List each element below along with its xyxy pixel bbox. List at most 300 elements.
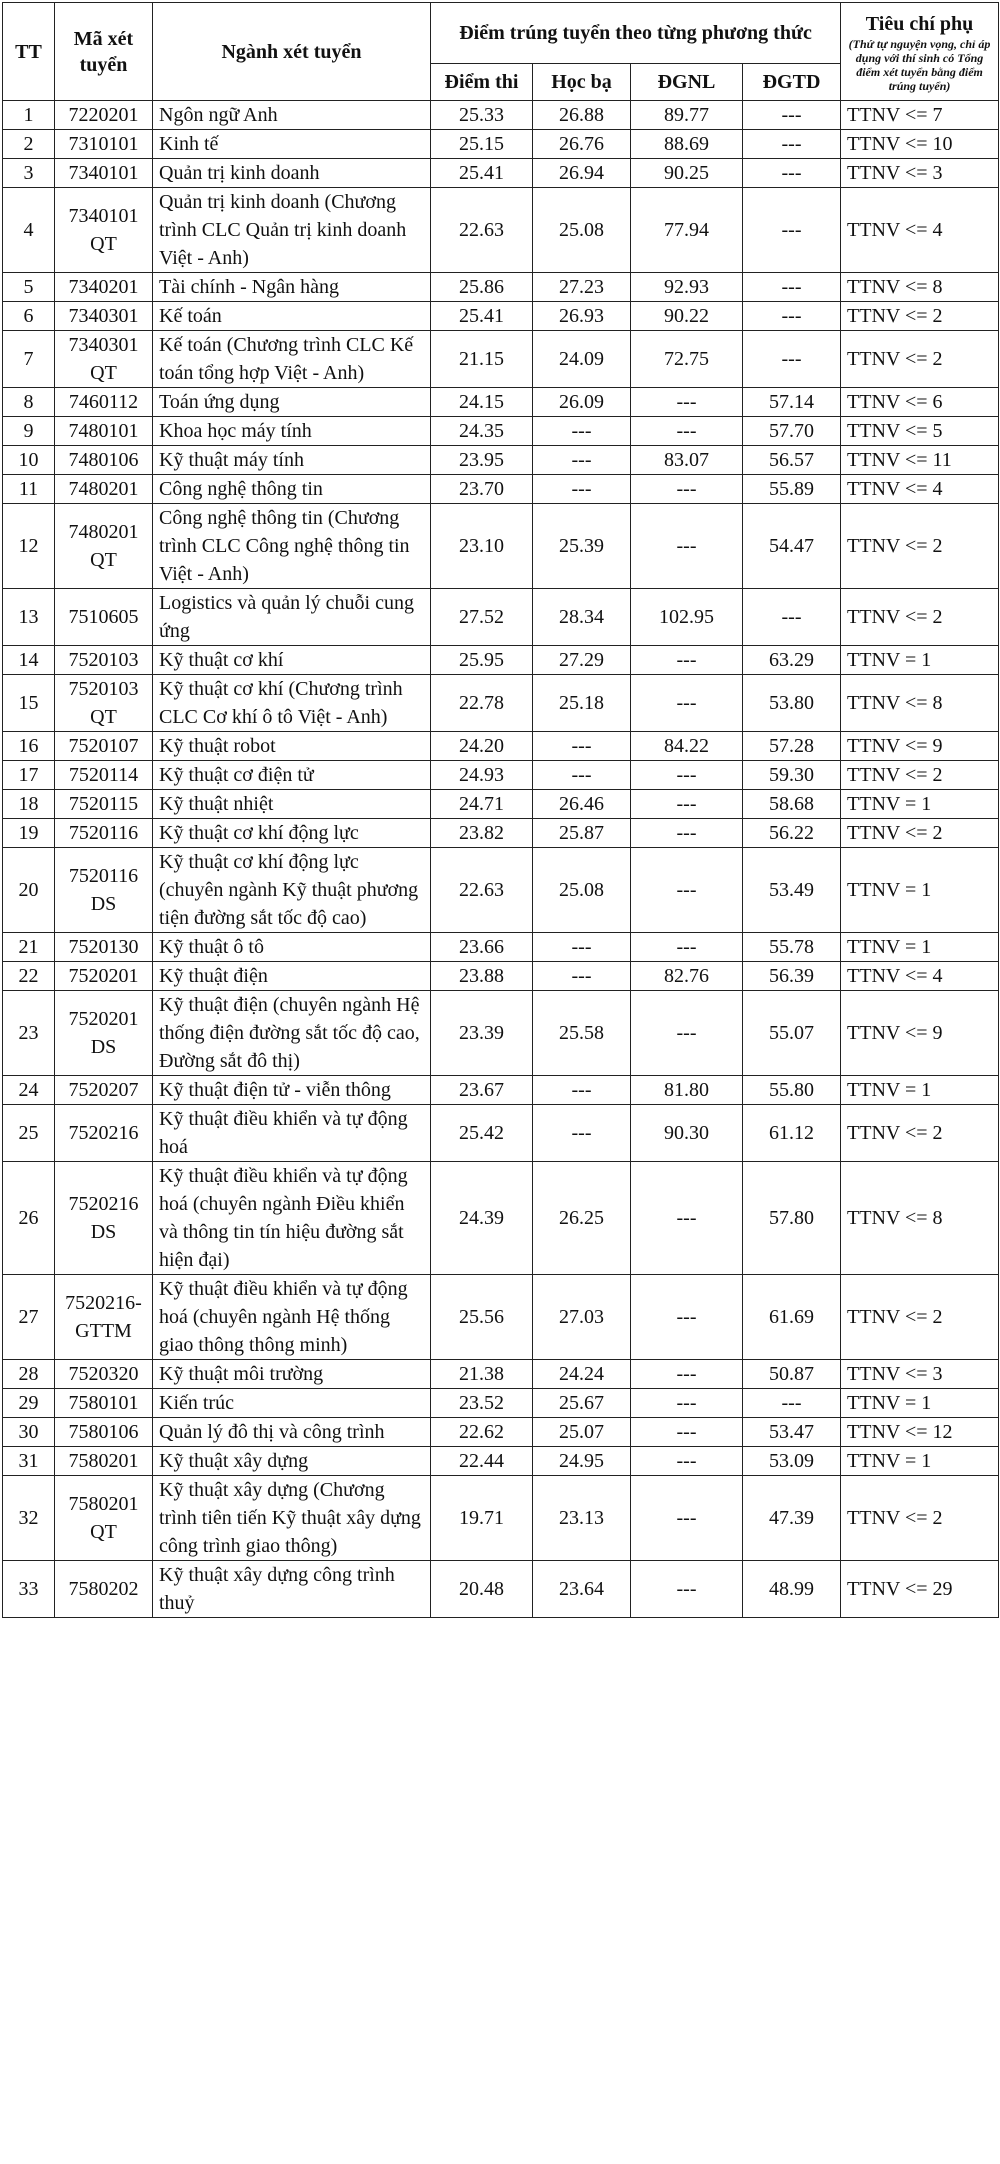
table-row bbox=[3, 331, 999, 388]
row-hoc-ba: --- bbox=[533, 1076, 631, 1105]
row-ma-xet-tuyen: 7340201 bbox=[55, 273, 153, 302]
row-hoc-ba: 27.29 bbox=[533, 646, 631, 675]
row-dgtd: 53.49 bbox=[743, 848, 841, 933]
row-tt: 7 bbox=[3, 331, 55, 388]
row-diem-thi: 24.71 bbox=[431, 790, 533, 819]
row-tt: 3 bbox=[3, 159, 55, 188]
row-diem-thi: 25.56 bbox=[431, 1275, 533, 1360]
row-tieu-chi-phu: TTNV <= 2 bbox=[841, 1275, 999, 1360]
row-tieu-chi-phu: TTNV <= 2 bbox=[841, 819, 999, 848]
row-dgnl: --- bbox=[631, 417, 743, 446]
row-nganh: Quản trị kinh doanh (Chương trình CLC Quản trị kinh doanh Việt - Anh) bbox=[153, 188, 431, 273]
row-hoc-ba: 26.46 bbox=[533, 790, 631, 819]
row-ma-xet-tuyen: 7580201 bbox=[55, 1447, 153, 1476]
row-hoc-ba: 25.18 bbox=[533, 675, 631, 732]
row-tieu-chi-phu: TTNV <= 2 bbox=[841, 504, 999, 589]
row-tt: 19 bbox=[3, 819, 55, 848]
header-diem-thi: Điểm thi bbox=[431, 64, 533, 101]
row-tt: 14 bbox=[3, 646, 55, 675]
row-dgnl: --- bbox=[631, 646, 743, 675]
row-dgnl: --- bbox=[631, 1162, 743, 1275]
row-diem-thi: 23.52 bbox=[431, 1389, 533, 1418]
row-nganh: Công nghệ thông tin (Chương trình CLC Công nghệ thông tin Việt - Anh) bbox=[153, 504, 431, 589]
row-dgtd: 50.87 bbox=[743, 1360, 841, 1389]
header-tieu-chi-phu-note: (Thứ tự nguyện vọng, chỉ áp dụng với thí sinh có Tổng điểm xét tuyển bằng điểm trúng tuyển) bbox=[848, 36, 991, 93]
row-dgtd: 57.80 bbox=[743, 1162, 841, 1275]
row-dgnl: --- bbox=[631, 790, 743, 819]
table-row bbox=[3, 1105, 999, 1162]
table-body bbox=[3, 101, 999, 1618]
row-dgnl: --- bbox=[631, 388, 743, 417]
table-row bbox=[3, 819, 999, 848]
table-row bbox=[3, 675, 999, 732]
table-row bbox=[3, 761, 999, 790]
row-ma-xet-tuyen: 7520116 bbox=[55, 819, 153, 848]
row-tieu-chi-phu: TTNV <= 7 bbox=[841, 101, 999, 130]
row-tt: 10 bbox=[3, 446, 55, 475]
row-dgnl: 90.22 bbox=[631, 302, 743, 331]
row-nganh: Kỹ thuật điều khiển và tự động hoá (chuyên ngành Điều khiển và thông tin tín hiệu đường sắt hiện đại) bbox=[153, 1162, 431, 1275]
row-diem-thi: 21.15 bbox=[431, 331, 533, 388]
row-nganh: Kỹ thuật điện (chuyên ngành Hệ thống điện đường sắt tốc độ cao, Đường sắt đô thị) bbox=[153, 991, 431, 1076]
row-dgtd: 55.89 bbox=[743, 475, 841, 504]
row-dgnl: 88.69 bbox=[631, 130, 743, 159]
row-dgnl: 81.80 bbox=[631, 1076, 743, 1105]
table-row bbox=[3, 933, 999, 962]
row-nganh: Kỹ thuật xây dựng bbox=[153, 1447, 431, 1476]
header-dgnl: ĐGNL bbox=[631, 64, 743, 101]
row-hoc-ba: 26.94 bbox=[533, 159, 631, 188]
row-dgtd: 54.47 bbox=[743, 504, 841, 589]
row-dgnl: 77.94 bbox=[631, 188, 743, 273]
row-ma-xet-tuyen: 7580101 bbox=[55, 1389, 153, 1418]
row-diem-thi: 23.95 bbox=[431, 446, 533, 475]
table-row bbox=[3, 732, 999, 761]
row-dgnl: --- bbox=[631, 991, 743, 1076]
row-tieu-chi-phu: TTNV <= 3 bbox=[841, 1360, 999, 1389]
row-dgtd: 56.22 bbox=[743, 819, 841, 848]
header-nganh-xet-tuyen: Ngành xét tuyển bbox=[153, 3, 431, 101]
row-ma-xet-tuyen: 7520115 bbox=[55, 790, 153, 819]
row-dgnl: --- bbox=[631, 675, 743, 732]
table-row bbox=[3, 446, 999, 475]
row-diem-thi: 25.41 bbox=[431, 302, 533, 331]
row-hoc-ba: 24.24 bbox=[533, 1360, 631, 1389]
row-nganh: Quản lý đô thị và công trình bbox=[153, 1418, 431, 1447]
row-tieu-chi-phu: TTNV = 1 bbox=[841, 790, 999, 819]
row-tt: 18 bbox=[3, 790, 55, 819]
row-tieu-chi-phu: TTNV <= 5 bbox=[841, 417, 999, 446]
row-tt: 9 bbox=[3, 417, 55, 446]
table-row bbox=[3, 101, 999, 130]
row-hoc-ba: 26.88 bbox=[533, 101, 631, 130]
row-dgtd: 48.99 bbox=[743, 1561, 841, 1618]
row-hoc-ba: 25.08 bbox=[533, 188, 631, 273]
row-tt: 26 bbox=[3, 1162, 55, 1275]
row-nganh: Kỹ thuật máy tính bbox=[153, 446, 431, 475]
table-row bbox=[3, 848, 999, 933]
row-diem-thi: 23.70 bbox=[431, 475, 533, 504]
header-hoc-ba: Học bạ bbox=[533, 64, 631, 101]
row-tt: 12 bbox=[3, 504, 55, 589]
table-row bbox=[3, 388, 999, 417]
row-tt: 32 bbox=[3, 1476, 55, 1561]
row-tt: 13 bbox=[3, 589, 55, 646]
row-dgnl: --- bbox=[631, 819, 743, 848]
row-tieu-chi-phu: TTNV = 1 bbox=[841, 1447, 999, 1476]
row-diem-thi: 25.41 bbox=[431, 159, 533, 188]
row-dgtd: 61.12 bbox=[743, 1105, 841, 1162]
row-tieu-chi-phu: TTNV <= 2 bbox=[841, 302, 999, 331]
table-row bbox=[3, 504, 999, 589]
row-dgtd: --- bbox=[743, 1389, 841, 1418]
row-ma-xet-tuyen: 7510605 bbox=[55, 589, 153, 646]
row-tt: 27 bbox=[3, 1275, 55, 1360]
row-diem-thi: 25.86 bbox=[431, 273, 533, 302]
row-tt: 8 bbox=[3, 388, 55, 417]
row-dgnl: 89.77 bbox=[631, 101, 743, 130]
row-hoc-ba: --- bbox=[533, 732, 631, 761]
row-diem-thi: 27.52 bbox=[431, 589, 533, 646]
row-diem-thi: 25.15 bbox=[431, 130, 533, 159]
row-nganh: Kiến trúc bbox=[153, 1389, 431, 1418]
table-row bbox=[3, 417, 999, 446]
row-ma-xet-tuyen: 7520107 bbox=[55, 732, 153, 761]
row-hoc-ba: 25.39 bbox=[533, 504, 631, 589]
row-hoc-ba: 26.93 bbox=[533, 302, 631, 331]
row-diem-thi: 24.15 bbox=[431, 388, 533, 417]
row-tt: 21 bbox=[3, 933, 55, 962]
row-ma-xet-tuyen: 7520201 DS bbox=[55, 991, 153, 1076]
row-hoc-ba: --- bbox=[533, 446, 631, 475]
row-dgnl: 92.93 bbox=[631, 273, 743, 302]
row-ma-xet-tuyen: 7520114 bbox=[55, 761, 153, 790]
row-tt: 33 bbox=[3, 1561, 55, 1618]
row-tieu-chi-phu: TTNV <= 2 bbox=[841, 1476, 999, 1561]
row-dgnl: 102.95 bbox=[631, 589, 743, 646]
table-row bbox=[3, 475, 999, 504]
row-ma-xet-tuyen: 7520216- GTTM bbox=[55, 1275, 153, 1360]
row-tieu-chi-phu: TTNV <= 8 bbox=[841, 675, 999, 732]
row-hoc-ba: --- bbox=[533, 417, 631, 446]
row-ma-xet-tuyen: 7220201 bbox=[55, 101, 153, 130]
row-nganh: Kỹ thuật cơ điện tử bbox=[153, 761, 431, 790]
row-nganh: Kỹ thuật điều khiển và tự động hoá (chuyên ngành Hệ thống giao thông thông minh) bbox=[153, 1275, 431, 1360]
row-dgtd: --- bbox=[743, 589, 841, 646]
row-nganh: Kỹ thuật xây dựng (Chương trình tiên tiến Kỹ thuật xây dựng công trình giao thông) bbox=[153, 1476, 431, 1561]
row-hoc-ba: 25.07 bbox=[533, 1418, 631, 1447]
row-diem-thi: 24.39 bbox=[431, 1162, 533, 1275]
row-hoc-ba: 25.08 bbox=[533, 848, 631, 933]
row-nganh: Ngôn ngữ Anh bbox=[153, 101, 431, 130]
row-tieu-chi-phu: TTNV <= 3 bbox=[841, 159, 999, 188]
row-hoc-ba: 26.09 bbox=[533, 388, 631, 417]
row-dgtd: --- bbox=[743, 101, 841, 130]
row-ma-xet-tuyen: 7480101 bbox=[55, 417, 153, 446]
row-diem-thi: 22.78 bbox=[431, 675, 533, 732]
row-tt: 15 bbox=[3, 675, 55, 732]
row-dgtd: 55.80 bbox=[743, 1076, 841, 1105]
row-tt: 29 bbox=[3, 1389, 55, 1418]
header-diem-trung-tuyen: Điểm trúng tuyển theo từng phương thức bbox=[431, 3, 841, 64]
row-nganh: Kỹ thuật nhiệt bbox=[153, 790, 431, 819]
row-tt: 11 bbox=[3, 475, 55, 504]
row-hoc-ba: --- bbox=[533, 933, 631, 962]
row-diem-thi: 24.20 bbox=[431, 732, 533, 761]
header-ma-xet-tuyen: Mã xét tuyển bbox=[55, 3, 153, 101]
row-dgtd: 63.29 bbox=[743, 646, 841, 675]
row-ma-xet-tuyen: 7520103 bbox=[55, 646, 153, 675]
row-dgtd: 61.69 bbox=[743, 1275, 841, 1360]
row-ma-xet-tuyen: 7460112 bbox=[55, 388, 153, 417]
row-tieu-chi-phu: TTNV <= 4 bbox=[841, 188, 999, 273]
row-tt: 22 bbox=[3, 962, 55, 991]
row-dgnl: 72.75 bbox=[631, 331, 743, 388]
row-nganh: Kỹ thuật robot bbox=[153, 732, 431, 761]
row-tieu-chi-phu: TTNV <= 10 bbox=[841, 130, 999, 159]
row-nganh: Khoa học máy tính bbox=[153, 417, 431, 446]
row-dgtd: --- bbox=[743, 273, 841, 302]
row-hoc-ba: --- bbox=[533, 475, 631, 504]
row-nganh: Tài chính - Ngân hàng bbox=[153, 273, 431, 302]
row-nganh: Kỹ thuật điện bbox=[153, 962, 431, 991]
row-tt: 24 bbox=[3, 1076, 55, 1105]
row-ma-xet-tuyen: 7480106 bbox=[55, 446, 153, 475]
row-dgtd: 57.70 bbox=[743, 417, 841, 446]
row-dgnl: --- bbox=[631, 933, 743, 962]
row-nganh: Kỹ thuật cơ khí (Chương trình CLC Cơ khí ô tô Việt - Anh) bbox=[153, 675, 431, 732]
row-nganh: Kinh tế bbox=[153, 130, 431, 159]
row-diem-thi: 23.67 bbox=[431, 1076, 533, 1105]
row-tieu-chi-phu: TTNV <= 8 bbox=[841, 1162, 999, 1275]
row-ma-xet-tuyen: 7480201 QT bbox=[55, 504, 153, 589]
row-dgnl: --- bbox=[631, 504, 743, 589]
row-dgnl: 90.25 bbox=[631, 159, 743, 188]
row-diem-thi: 25.33 bbox=[431, 101, 533, 130]
row-tieu-chi-phu: TTNV <= 6 bbox=[841, 388, 999, 417]
row-hoc-ba: 24.09 bbox=[533, 331, 631, 388]
row-diem-thi: 22.63 bbox=[431, 848, 533, 933]
row-dgnl: 82.76 bbox=[631, 962, 743, 991]
row-nganh: Kỹ thuật điều khiển và tự động hoá bbox=[153, 1105, 431, 1162]
row-ma-xet-tuyen: 7520216 DS bbox=[55, 1162, 153, 1275]
table-row bbox=[3, 1076, 999, 1105]
row-ma-xet-tuyen: 7340101 QT bbox=[55, 188, 153, 273]
row-tt: 20 bbox=[3, 848, 55, 933]
row-ma-xet-tuyen: 7310101 bbox=[55, 130, 153, 159]
table-row bbox=[3, 1418, 999, 1447]
row-nganh: Kế toán bbox=[153, 302, 431, 331]
row-tieu-chi-phu: TTNV <= 12 bbox=[841, 1418, 999, 1447]
row-dgnl: --- bbox=[631, 1447, 743, 1476]
row-tieu-chi-phu: TTNV = 1 bbox=[841, 1389, 999, 1418]
row-tieu-chi-phu: TTNV <= 2 bbox=[841, 589, 999, 646]
row-tieu-chi-phu: TTNV = 1 bbox=[841, 1076, 999, 1105]
row-tieu-chi-phu: TTNV = 1 bbox=[841, 848, 999, 933]
row-tt: 31 bbox=[3, 1447, 55, 1476]
row-dgtd: --- bbox=[743, 331, 841, 388]
row-tt: 28 bbox=[3, 1360, 55, 1389]
row-nganh: Kế toán (Chương trình CLC Kế toán tổng hợp Việt - Anh) bbox=[153, 331, 431, 388]
row-dgtd: --- bbox=[743, 130, 841, 159]
admission-score-table bbox=[2, 2, 999, 1618]
row-hoc-ba: 27.03 bbox=[533, 1275, 631, 1360]
row-dgnl: --- bbox=[631, 1389, 743, 1418]
row-hoc-ba: 27.23 bbox=[533, 273, 631, 302]
row-nganh: Kỹ thuật môi trường bbox=[153, 1360, 431, 1389]
table-row bbox=[3, 1162, 999, 1275]
row-diem-thi: 25.42 bbox=[431, 1105, 533, 1162]
row-hoc-ba: 25.87 bbox=[533, 819, 631, 848]
row-tieu-chi-phu: TTNV <= 2 bbox=[841, 331, 999, 388]
row-nganh: Toán ứng dụng bbox=[153, 388, 431, 417]
row-dgtd: --- bbox=[743, 188, 841, 273]
row-nganh: Quản trị kinh doanh bbox=[153, 159, 431, 188]
row-ma-xet-tuyen: 7580201 QT bbox=[55, 1476, 153, 1561]
table-row bbox=[3, 273, 999, 302]
row-ma-xet-tuyen: 7520130 bbox=[55, 933, 153, 962]
table-row bbox=[3, 589, 999, 646]
table-row bbox=[3, 1275, 999, 1360]
header-tieu-chi-phu bbox=[841, 3, 999, 101]
row-tieu-chi-phu: TTNV = 1 bbox=[841, 646, 999, 675]
header-dgtd: ĐGTD bbox=[743, 64, 841, 101]
row-dgtd: 53.80 bbox=[743, 675, 841, 732]
table-row bbox=[3, 962, 999, 991]
row-nganh: Kỹ thuật cơ khí bbox=[153, 646, 431, 675]
row-dgtd: 57.14 bbox=[743, 388, 841, 417]
row-hoc-ba: 28.34 bbox=[533, 589, 631, 646]
row-tieu-chi-phu: TTNV <= 4 bbox=[841, 962, 999, 991]
row-tt: 2 bbox=[3, 130, 55, 159]
row-dgnl: 90.30 bbox=[631, 1105, 743, 1162]
row-diem-thi: 22.62 bbox=[431, 1418, 533, 1447]
row-nganh: Logistics và quản lý chuỗi cung ứng bbox=[153, 589, 431, 646]
row-nganh: Kỹ thuật cơ khí động lực (chuyên ngành Kỹ thuật phương tiện đường sắt tốc độ cao) bbox=[153, 848, 431, 933]
row-nganh: Kỹ thuật ô tô bbox=[153, 933, 431, 962]
row-tt: 16 bbox=[3, 732, 55, 761]
row-hoc-ba: 26.25 bbox=[533, 1162, 631, 1275]
table-row bbox=[3, 1447, 999, 1476]
row-hoc-ba: 25.67 bbox=[533, 1389, 631, 1418]
row-tieu-chi-phu: TTNV <= 9 bbox=[841, 991, 999, 1076]
row-hoc-ba: --- bbox=[533, 761, 631, 790]
row-tieu-chi-phu: TTNV <= 2 bbox=[841, 1105, 999, 1162]
row-hoc-ba: 23.13 bbox=[533, 1476, 631, 1561]
row-ma-xet-tuyen: 7520116 DS bbox=[55, 848, 153, 933]
table-row bbox=[3, 188, 999, 273]
row-dgnl: --- bbox=[631, 475, 743, 504]
row-tieu-chi-phu: TTNV <= 8 bbox=[841, 273, 999, 302]
table-row bbox=[3, 130, 999, 159]
row-hoc-ba: 24.95 bbox=[533, 1447, 631, 1476]
table-row bbox=[3, 159, 999, 188]
row-diem-thi: 25.95 bbox=[431, 646, 533, 675]
row-tieu-chi-phu: TTNV <= 2 bbox=[841, 761, 999, 790]
row-ma-xet-tuyen: 7580202 bbox=[55, 1561, 153, 1618]
row-hoc-ba: 23.64 bbox=[533, 1561, 631, 1618]
row-dgtd: --- bbox=[743, 159, 841, 188]
row-nganh: Kỹ thuật cơ khí động lực bbox=[153, 819, 431, 848]
row-ma-xet-tuyen: 7340301 bbox=[55, 302, 153, 331]
row-diem-thi: 22.63 bbox=[431, 188, 533, 273]
row-ma-xet-tuyen: 7520320 bbox=[55, 1360, 153, 1389]
row-tt: 17 bbox=[3, 761, 55, 790]
row-diem-thi: 23.82 bbox=[431, 819, 533, 848]
row-nganh: Kỹ thuật xây dựng công trình thuỷ bbox=[153, 1561, 431, 1618]
row-hoc-ba: --- bbox=[533, 1105, 631, 1162]
table-row bbox=[3, 1360, 999, 1389]
row-tt: 6 bbox=[3, 302, 55, 331]
row-tt: 4 bbox=[3, 188, 55, 273]
table-row bbox=[3, 991, 999, 1076]
row-ma-xet-tuyen: 7520207 bbox=[55, 1076, 153, 1105]
row-ma-xet-tuyen: 7520103 QT bbox=[55, 675, 153, 732]
row-ma-xet-tuyen: 7480201 bbox=[55, 475, 153, 504]
row-diem-thi: 24.35 bbox=[431, 417, 533, 446]
row-dgnl: --- bbox=[631, 848, 743, 933]
row-tieu-chi-phu: TTNV <= 29 bbox=[841, 1561, 999, 1618]
row-tieu-chi-phu: TTNV <= 4 bbox=[841, 475, 999, 504]
row-dgnl: --- bbox=[631, 1360, 743, 1389]
table-row bbox=[3, 302, 999, 331]
row-dgtd: 56.39 bbox=[743, 962, 841, 991]
row-hoc-ba: 26.76 bbox=[533, 130, 631, 159]
row-ma-xet-tuyen: 7520216 bbox=[55, 1105, 153, 1162]
row-dgtd: 55.78 bbox=[743, 933, 841, 962]
row-ma-xet-tuyen: 7520201 bbox=[55, 962, 153, 991]
row-dgnl: 83.07 bbox=[631, 446, 743, 475]
header-tt: TT bbox=[3, 3, 55, 101]
table-row bbox=[3, 1561, 999, 1618]
table-row bbox=[3, 1476, 999, 1561]
row-dgnl: --- bbox=[631, 1561, 743, 1618]
row-hoc-ba: --- bbox=[533, 962, 631, 991]
row-ma-xet-tuyen: 7340101 bbox=[55, 159, 153, 188]
row-dgnl: --- bbox=[631, 761, 743, 790]
row-tt: 25 bbox=[3, 1105, 55, 1162]
row-ma-xet-tuyen: 7340301 QT bbox=[55, 331, 153, 388]
table-row bbox=[3, 1389, 999, 1418]
row-dgtd: 55.07 bbox=[743, 991, 841, 1076]
table-row bbox=[3, 790, 999, 819]
row-tt: 1 bbox=[3, 101, 55, 130]
row-ma-xet-tuyen: 7580106 bbox=[55, 1418, 153, 1447]
row-diem-thi: 19.71 bbox=[431, 1476, 533, 1561]
row-dgtd: --- bbox=[743, 302, 841, 331]
row-dgnl: --- bbox=[631, 1418, 743, 1447]
header-tieu-chi-phu-title: Tiêu chí phụ bbox=[865, 12, 974, 35]
row-nganh: Công nghệ thông tin bbox=[153, 475, 431, 504]
row-dgnl: --- bbox=[631, 1476, 743, 1561]
row-dgnl: --- bbox=[631, 1275, 743, 1360]
row-dgtd: 53.09 bbox=[743, 1447, 841, 1476]
row-nganh: Kỹ thuật điện tử - viễn thông bbox=[153, 1076, 431, 1105]
row-diem-thi: 24.93 bbox=[431, 761, 533, 790]
row-diem-thi: 23.66 bbox=[431, 933, 533, 962]
row-diem-thi: 22.44 bbox=[431, 1447, 533, 1476]
row-dgtd: 53.47 bbox=[743, 1418, 841, 1447]
row-diem-thi: 20.48 bbox=[431, 1561, 533, 1618]
row-tt: 23 bbox=[3, 991, 55, 1076]
row-tt: 5 bbox=[3, 273, 55, 302]
row-diem-thi: 23.10 bbox=[431, 504, 533, 589]
row-tt: 30 bbox=[3, 1418, 55, 1447]
row-diem-thi: 21.38 bbox=[431, 1360, 533, 1389]
row-dgtd: 47.39 bbox=[743, 1476, 841, 1561]
row-tieu-chi-phu: TTNV <= 11 bbox=[841, 446, 999, 475]
row-dgtd: 56.57 bbox=[743, 446, 841, 475]
